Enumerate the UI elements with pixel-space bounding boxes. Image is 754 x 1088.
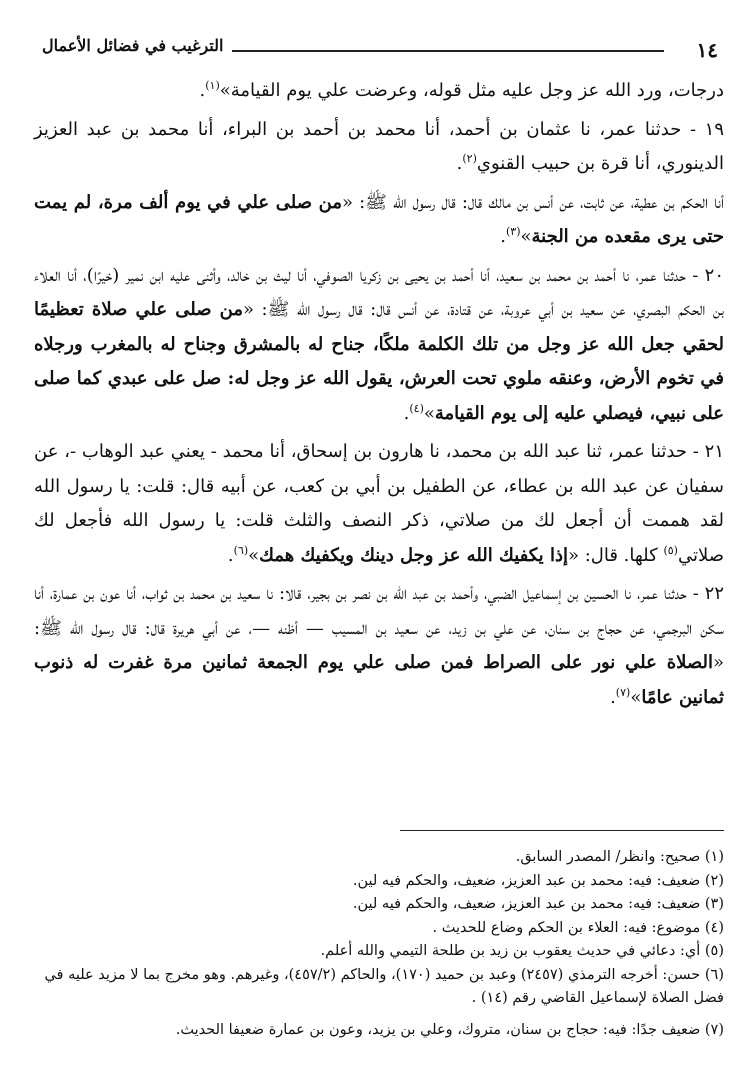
paragraph: ٢١ - حدثنا عمر، ثنا عبد الله بن محمد، نا هارون بن إسحاق، أنا محمد - يعني عبد الوهاب -، عن سفيان عن عبد الله بن عطاء، عن الطفيل بن أبي بن كعب، عن أبيه قال: قلت: يا رسول الله لقد هممت أن أجعل لك من صلاتي، ذكر النصف والثلث قلت: يا رسول الله فأجعل لك صلاتي$^{(٥)}$ كلها. قال: «إذا يكفيك الله عز وجل دينك ويكفيك همك»$^{(٦)}$. — [34, 441, 724, 566]
footnote: (٣) ضعيف: فيه: محمد بن عبد العزيز، ضعيف، والحكم فيه لين. — [352, 896, 724, 912]
footnote-ref: (٤) — [409, 401, 424, 415]
footnote-ref: (٥) — [663, 543, 678, 557]
paragraph: ٢٠ - حدثنا عمر، نا أحمد بن محمد بن سعيد، أنا أحمد بن يحيى بن زكريا الصوفي، أنا ليث بن خالد، وأثنى عليه ابن نمير (خيرًا)، أنا العلاء بن الحكم البصري، عن سعيد بن أبي عروبة، عن قتادة، عن أنس قال: قال رسول الله ﷺ: «من صلى علي صلاة تعظيمًا لحقي جعل الله عز وجل من تلك الكلمة ملكًا، جناح له بالمشرق وجناح له بالمغرب ورجلاه في تخوم الأرض، وعنقه ملوي تحت العرش، يقول الله عز وجل له: صل على عبدي كما صلى على نبيي، فيصلي عليه إلى يوم القيامة»$^{(٤)}$. — [34, 264, 724, 424]
hadith-text: من صلى علي في يوم ألف مرة، لم يمت حتى يرى مقعده من الجنة — [34, 191, 724, 247]
footnote-ref: (٢) — [462, 152, 477, 165]
running-title: الترغيب في فضائل الأعمال — [42, 36, 224, 55]
page-number: ١٤ — [696, 38, 718, 62]
main-text — [34, 74, 724, 719]
paragraph: ١٩ - حدثنا عمر، نا عثمان بن أحمد، أنا محمد بن أحمد بن البراء، أنا محمد بن عبد العزيز الدينوري، أنا قرة بن حبيب القنوي$^{(٢)}$. — [34, 118, 724, 174]
footnotes — [34, 846, 724, 1042]
paragraph: أنا الحكم بن عطية، عن ثابت، عن أنس بن مالك قال: قال رسول الله ﷺ: «من صلى علي في يوم ألف مرة، لم يمت حتى يرى مقعده من الجنة»$^{(٣)}$. — [34, 191, 724, 247]
footnote: (٧) ضعيف جدًا: فيه: حجاج بن سنان، متروك، وعلي بن يزيد، وعون بن عمارة ضعيفا الحديث. — [175, 1021, 724, 1038]
header-rule — [232, 50, 664, 52]
paragraph: ٢٢ - حدثنا عمر، نا الحسين بن إسماعيل الضبي، وأحمد بن عبد الله بن نصر بن بجير، قالا: نا سعيد بن محمد بن ثواب، أنا عون بن عمارة، أنا سكن البرجمي، عن حجاج بن سنان، عن علي بن زيد، عن سعيد بن المسيب — أظنه —، عن أبي هريرة قال: قال رسول الله ﷺ: «الصلاة علي نور على الصراط فمن صلى علي يوم الجمعة ثمانين مرة غفرت له ذنوب ثمانين عامًا»$^{(٧)}$. — [34, 583, 724, 708]
footnote: (١) صحيح: وانظر/ المصدر السابق. — [515, 849, 724, 865]
footnote-separator — [400, 830, 724, 831]
footnote: (٥) أي: دعائي في حديث يعقوب بن زيد بن طلحة التيمي والله أعلم. — [320, 943, 724, 959]
footnote: (٦) حسن: أخرجه الترمذي (٢٤٥٧) وعبد بن حميد (١٧٠)، والحاكم (٤٥٧/٢)، وغيرهم. وهو مخرج بما لا مزيد عليه في فضل الصلاة لإسماعيل القاضي رقم (١٤) . — [44, 966, 724, 1006]
footnote-ref: (٦) — [233, 543, 249, 557]
hadith-text: الصلاة علي نور على الصراط فمن صلى علي يوم الجمعة ثمانين مرة غفرت له ذنوب ثمانين عامًا — [34, 652, 724, 708]
hadith-text: إذا يكفيك الله عز وجل دينك ويكفيك همك — [259, 544, 568, 566]
hadith-text: من صلى علي صلاة تعظيمًا لحقي جعل الله عز وجل من تلك الكلمة ملكًا، جناح له بالمشرق وجناح له بالمغرب ورجلاه في تخوم الأرض، وعنقه ملوي تحت العرش، يقول الله عز وجل له: صل على عبدي كما صلى على نبيي، فيصلي عليه إلى يوم القيامة — [34, 299, 724, 424]
footnote: (٤) موضوع: فيه: العلاء بن الحكم وضاع للحديث . — [432, 919, 724, 936]
footnote-ref: (٧) — [615, 685, 631, 699]
footnote-ref: (٣) — [505, 225, 521, 238]
footnote: (٢) ضعيف: فيه: محمد بن عبد العزيز، ضعيف، والحكم فيه لين. — [352, 872, 724, 889]
paragraph: درجات، ورد الله عز وجل عليه مثل قوله، وعرضت علي يوم القيامة»$^{(١)}$. — [199, 79, 724, 101]
footnote-ref: (١) — [205, 79, 220, 92]
page-header — [42, 28, 726, 62]
